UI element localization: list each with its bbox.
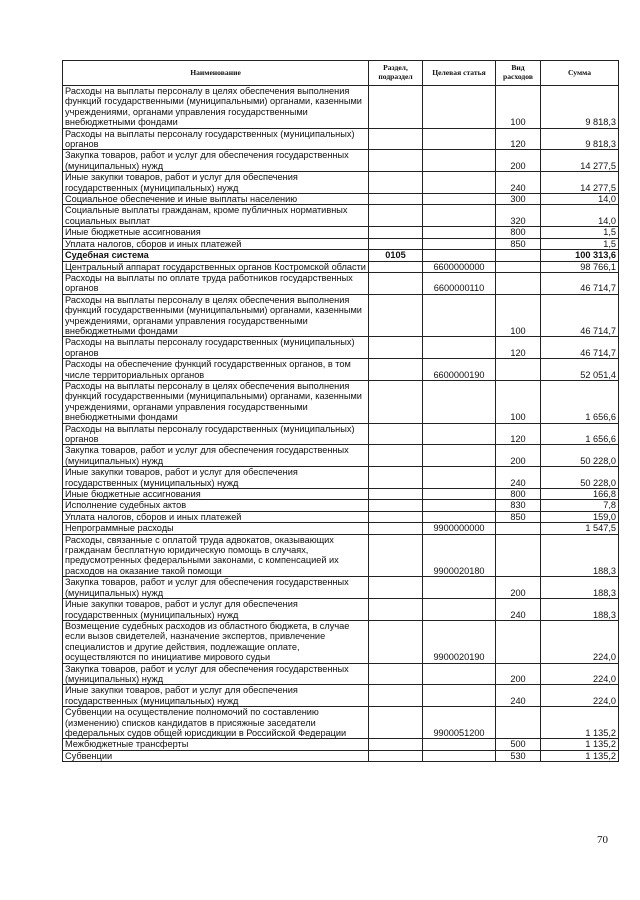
cell-sum: 98 766,1: [541, 261, 619, 272]
header-kind: Вид расходов: [496, 61, 541, 86]
cell-name: Межбюджетные трансферты: [63, 739, 369, 750]
cell-name: Иные закупки товаров, работ и услуг для обеспечения государственных (муниципальных) нужд: [63, 172, 369, 194]
table-row: [63, 128, 619, 150]
page-number: 70: [597, 834, 608, 846]
cell-sum: 7,8: [541, 500, 619, 511]
cell-kind: 120: [496, 128, 541, 150]
cell-section: [369, 150, 423, 172]
cell-name: Уплата налогов, сборов и иных платежей: [63, 511, 369, 522]
cell-name: Непрограммные расходы: [63, 523, 369, 534]
cell-sum: 1 656,6: [541, 423, 619, 445]
cell-name: Расходы на выплаты персоналу в целях обеспечения выполнения функций государственными (муниципальными) органами, казенными учреждениями, органами управления государственными внебюджетными фондами: [63, 380, 369, 423]
cell-sum: 50 228,0: [541, 445, 619, 467]
cell-section: [369, 359, 423, 381]
cell-target: [423, 739, 496, 750]
cell-target: [423, 511, 496, 522]
cell-name: Социальное обеспечение и иные выплаты населению: [63, 194, 369, 205]
cell-kind: 850: [496, 511, 541, 522]
cell-target: 6600000110: [423, 272, 496, 294]
table-row: [63, 359, 619, 381]
table-row: [63, 620, 619, 663]
cell-kind: 800: [496, 227, 541, 238]
cell-name: Закупка товаров, работ и услуг для обеспечения государственных (муниципальных) нужд: [63, 150, 369, 172]
cell-kind: 800: [496, 489, 541, 500]
cell-target: [423, 128, 496, 150]
table-row: [63, 86, 619, 129]
cell-kind: [496, 250, 541, 261]
table-row: [63, 172, 619, 194]
cell-name: Закупка товаров, работ и услуг для обеспечения государственных (муниципальных) нужд: [63, 445, 369, 467]
cell-section: [369, 489, 423, 500]
header-name: Наименование: [63, 61, 369, 86]
table-row: [63, 534, 619, 577]
cell-sum: 1,5: [541, 227, 619, 238]
cell-section: [369, 380, 423, 423]
cell-section: [369, 467, 423, 489]
table-row: [63, 445, 619, 467]
cell-section: [369, 500, 423, 511]
cell-sum: 224,0: [541, 685, 619, 707]
cell-name: Расходы, связанные с оплатой труда адвокатов, оказывающих гражданам бесплатную юридическую помощь в случаях, предусмотренных федеральными законами, с компенсацией их расходов на оказание такой помощи: [63, 534, 369, 577]
cell-name: Социальные выплаты гражданам, кроме публичных нормативных социальных выплат: [63, 205, 369, 227]
table-row: [63, 685, 619, 707]
cell-kind: 240: [496, 467, 541, 489]
cell-kind: 120: [496, 423, 541, 445]
cell-sum: 52 051,4: [541, 359, 619, 381]
cell-name: Закупка товаров, работ и услуг для обеспечения государственных (муниципальных) нужд: [63, 577, 369, 599]
table-row: [63, 250, 619, 261]
cell-section: [369, 523, 423, 534]
cell-target: [423, 750, 496, 761]
cell-target: [423, 205, 496, 227]
cell-sum: 1 135,2: [541, 707, 619, 739]
cell-kind: [496, 272, 541, 294]
cell-section: [369, 194, 423, 205]
cell-sum: 159,0: [541, 511, 619, 522]
table-row: [63, 750, 619, 761]
cell-sum: 14,0: [541, 205, 619, 227]
cell-target: [423, 500, 496, 511]
cell-sum: 224,0: [541, 663, 619, 685]
cell-kind: 530: [496, 750, 541, 761]
cell-target: 6600000000: [423, 261, 496, 272]
cell-section: [369, 663, 423, 685]
table-row: [63, 272, 619, 294]
cell-sum: 188,3: [541, 599, 619, 621]
cell-target: [423, 467, 496, 489]
table-row: [63, 194, 619, 205]
cell-target: [423, 685, 496, 707]
table-row: [63, 467, 619, 489]
cell-kind: [496, 707, 541, 739]
table-header-row: [63, 61, 619, 86]
cell-name: Исполнение судебных актов: [63, 500, 369, 511]
cell-section: [369, 238, 423, 249]
cell-section: [369, 337, 423, 359]
cell-name: Субвенции: [63, 750, 369, 761]
cell-section: [369, 172, 423, 194]
cell-name: Расходы на выплаты персоналу государственных (муниципальных) органов: [63, 337, 369, 359]
cell-target: [423, 337, 496, 359]
cell-name: Иные бюджетные ассигнования: [63, 489, 369, 500]
header-sum: Сумма: [541, 61, 619, 86]
cell-sum: 46 714,7: [541, 337, 619, 359]
cell-section: 0105: [369, 250, 423, 261]
cell-sum: 14 277,5: [541, 150, 619, 172]
cell-sum: 166,8: [541, 489, 619, 500]
table-row: [63, 337, 619, 359]
cell-target: [423, 489, 496, 500]
cell-section: [369, 445, 423, 467]
table-row: [63, 707, 619, 739]
cell-kind: 100: [496, 294, 541, 337]
cell-sum: 14 277,5: [541, 172, 619, 194]
cell-sum: 188,3: [541, 534, 619, 577]
table-row: [63, 500, 619, 511]
cell-target: [423, 294, 496, 337]
cell-sum: 1 547,5: [541, 523, 619, 534]
cell-sum: 224,0: [541, 620, 619, 663]
cell-kind: 200: [496, 663, 541, 685]
cell-sum: 100 313,6: [541, 250, 619, 261]
cell-kind: 240: [496, 685, 541, 707]
table-row: [63, 489, 619, 500]
cell-name: Судебная система: [63, 250, 369, 261]
header-target: Целевая статья: [423, 61, 496, 86]
cell-name: Расходы на выплаты персоналу в целях обеспечения выполнения функций государственными (муниципальными) органами, казенными учреждениями, органами управления государственными внебюджетными фондами: [63, 86, 369, 129]
cell-kind: [496, 534, 541, 577]
table-row: [63, 663, 619, 685]
cell-target: [423, 380, 496, 423]
cell-section: [369, 620, 423, 663]
cell-sum: 1 135,2: [541, 750, 619, 761]
cell-kind: 200: [496, 150, 541, 172]
cell-section: [369, 86, 423, 129]
cell-target: [423, 250, 496, 261]
table-row: [63, 261, 619, 272]
cell-name: Расходы на выплаты персоналу в целях обеспечения выполнения функций государственными (муниципальными) органами, казенными учреждениями, органами управления государственными внебюджетными фондами: [63, 294, 369, 337]
cell-target: 9900020180: [423, 534, 496, 577]
cell-target: [423, 663, 496, 685]
cell-kind: 120: [496, 337, 541, 359]
cell-section: [369, 599, 423, 621]
cell-kind: [496, 523, 541, 534]
table-body: [63, 86, 619, 762]
cell-sum: 9 818,3: [541, 128, 619, 150]
table-row: [63, 205, 619, 227]
cell-sum: 14,0: [541, 194, 619, 205]
cell-target: [423, 227, 496, 238]
table-row: [63, 227, 619, 238]
cell-section: [369, 534, 423, 577]
cell-name: Иные закупки товаров, работ и услуг для обеспечения государственных (муниципальных) нужд: [63, 467, 369, 489]
cell-section: [369, 261, 423, 272]
cell-section: [369, 577, 423, 599]
cell-section: [369, 205, 423, 227]
cell-target: 6600000190: [423, 359, 496, 381]
cell-name: Центральный аппарат государственных органов Костромской области: [63, 261, 369, 272]
cell-target: [423, 599, 496, 621]
cell-name: Иные закупки товаров, работ и услуг для обеспечения государственных (муниципальных) нужд: [63, 685, 369, 707]
table-row: [63, 577, 619, 599]
document-page: [62, 60, 618, 762]
cell-sum: 1,5: [541, 238, 619, 249]
cell-section: [369, 739, 423, 750]
cell-kind: 850: [496, 238, 541, 249]
table-row: [63, 294, 619, 337]
cell-name: Расходы на выплаты по оплате труда работников государственных органов: [63, 272, 369, 294]
cell-name: Субвенции на осуществление полномочий по составлению (изменению) списков кандидатов в присяжные заседатели федеральных судов общей юрисдикции в Российской Федерации: [63, 707, 369, 739]
header-section: Раздел, подраздел: [369, 61, 423, 86]
cell-kind: 500: [496, 739, 541, 750]
cell-kind: [496, 261, 541, 272]
cell-sum: 188,3: [541, 577, 619, 599]
table-row: [63, 523, 619, 534]
cell-section: [369, 272, 423, 294]
cell-section: [369, 750, 423, 761]
cell-kind: 240: [496, 599, 541, 621]
cell-target: [423, 445, 496, 467]
cell-target: [423, 577, 496, 599]
cell-kind: 240: [496, 172, 541, 194]
table-row: [63, 380, 619, 423]
cell-section: [369, 294, 423, 337]
cell-sum: 1 656,6: [541, 380, 619, 423]
cell-kind: 300: [496, 194, 541, 205]
cell-target: [423, 172, 496, 194]
cell-sum: 1 135,2: [541, 739, 619, 750]
cell-section: [369, 423, 423, 445]
cell-sum: 46 714,7: [541, 294, 619, 337]
cell-target: [423, 86, 496, 129]
cell-target: [423, 423, 496, 445]
budget-table: [62, 60, 619, 762]
cell-kind: 830: [496, 500, 541, 511]
cell-name: Расходы на обеспечение функций государственных органов, в том числе территориальных органов: [63, 359, 369, 381]
cell-name: Расходы на выплаты персоналу государственных (муниципальных) органов: [63, 128, 369, 150]
cell-name: Иные закупки товаров, работ и услуг для обеспечения государственных (муниципальных) нужд: [63, 599, 369, 621]
cell-name: Расходы на выплаты персоналу государственных (муниципальных) органов: [63, 423, 369, 445]
cell-section: [369, 685, 423, 707]
cell-sum: 9 818,3: [541, 86, 619, 129]
cell-section: [369, 511, 423, 522]
cell-target: [423, 150, 496, 172]
cell-target: [423, 194, 496, 205]
cell-target: 9900020190: [423, 620, 496, 663]
cell-kind: [496, 620, 541, 663]
cell-kind: 100: [496, 86, 541, 129]
cell-target: [423, 238, 496, 249]
cell-sum: 46 714,7: [541, 272, 619, 294]
cell-sum: 50 228,0: [541, 467, 619, 489]
table-row: [63, 599, 619, 621]
cell-name: Уплата налогов, сборов и иных платежей: [63, 238, 369, 249]
table-row: [63, 423, 619, 445]
table-row: [63, 511, 619, 522]
cell-section: [369, 128, 423, 150]
cell-name: Закупка товаров, работ и услуг для обеспечения государственных (муниципальных) нужд: [63, 663, 369, 685]
cell-kind: 200: [496, 445, 541, 467]
cell-kind: 100: [496, 380, 541, 423]
cell-name: Иные бюджетные ассигнования: [63, 227, 369, 238]
cell-kind: [496, 359, 541, 381]
cell-section: [369, 227, 423, 238]
cell-section: [369, 707, 423, 739]
table-row: [63, 150, 619, 172]
table-row: [63, 238, 619, 249]
cell-kind: 320: [496, 205, 541, 227]
cell-kind: 200: [496, 577, 541, 599]
cell-target: 9900000000: [423, 523, 496, 534]
table-row: [63, 739, 619, 750]
cell-name: Возмещение судебных расходов из областного бюджета, в случае если вызов свидетелей, назначение экспертов, привлечение специалистов и другие действия, подлежащие оплате, осуществляются по инициативе мирового судьи: [63, 620, 369, 663]
cell-target: 9900051200: [423, 707, 496, 739]
